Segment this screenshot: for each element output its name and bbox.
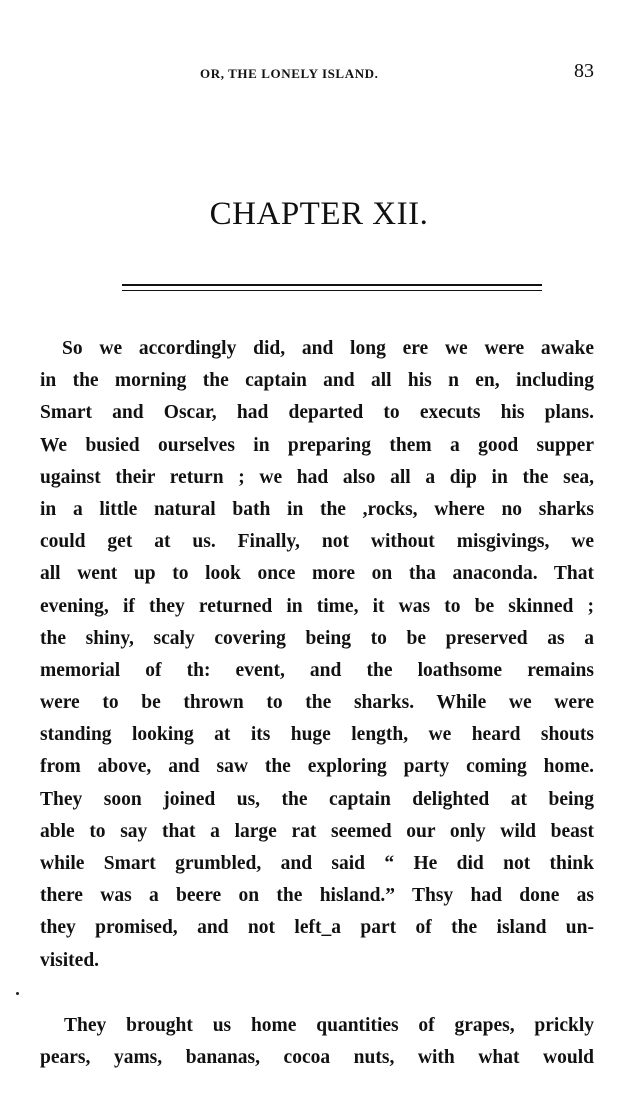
paragraph-2 xyxy=(40,1010,594,1074)
text-line: while Smart grumbled, and said “ He did not think xyxy=(40,853,594,874)
text-line: from above, and saw the exploring party coming home. xyxy=(40,756,594,778)
text-line: We busied ourselves in preparing them a good supper xyxy=(40,434,594,456)
text-line: standing looking at its huge length, we heard shouts xyxy=(40,724,594,746)
text-line: evening, if they returned in time, it was to be skinned ; xyxy=(40,595,594,617)
running-head xyxy=(0,60,638,86)
paragraph-1 xyxy=(40,333,594,977)
text-line: visited. xyxy=(40,949,100,971)
text-line: in a little natural bath in the ,rocks, where no sharks xyxy=(40,498,594,520)
text-line: in the morning the captain and all his n en, including xyxy=(40,370,594,392)
text-line: They brought us home quantities of grapes, prickly xyxy=(64,1015,594,1036)
running-title: OR, THE LONELY ISLAND. xyxy=(200,66,379,81)
text-line: all went up to look once more on tha anaconda. That xyxy=(40,563,594,585)
text-line: there was a beere on the hisland.” Thsy had done as xyxy=(40,885,594,907)
text-line: able to say that a large rat seemed our only wild beast xyxy=(40,820,594,842)
page-speck xyxy=(16,992,19,995)
chapter-rule-thin xyxy=(122,290,542,291)
text-line: the shiny, scaly covering being to be preserved as a xyxy=(40,627,594,649)
chapter-heading: CHAPTER XII. xyxy=(209,196,429,232)
text-line: Smart and Oscar, had departed to executs his plans. xyxy=(40,402,594,424)
text-line: were to be thrown to the sharks. While we were xyxy=(40,692,594,714)
text-line: could get at us. Finally, not without misgivings, we xyxy=(40,531,594,553)
text-line: They soon joined us, the captain delighted at being xyxy=(40,788,594,810)
text-line: memorial of th: event, and the loathsome remains xyxy=(40,659,594,681)
page-number: 83 xyxy=(574,60,594,82)
text-line: they promised, and not left_a part of the island un- xyxy=(40,917,594,939)
text-line: pears, yams, bananas, cocoa nuts, with what would xyxy=(40,1047,594,1069)
chapter-rule-thick xyxy=(122,284,542,286)
text-line: So we accordingly did, and long ere we were awake xyxy=(62,338,594,359)
text-line: ugainst their return ; we had also all a dip in the sea, xyxy=(40,466,594,488)
